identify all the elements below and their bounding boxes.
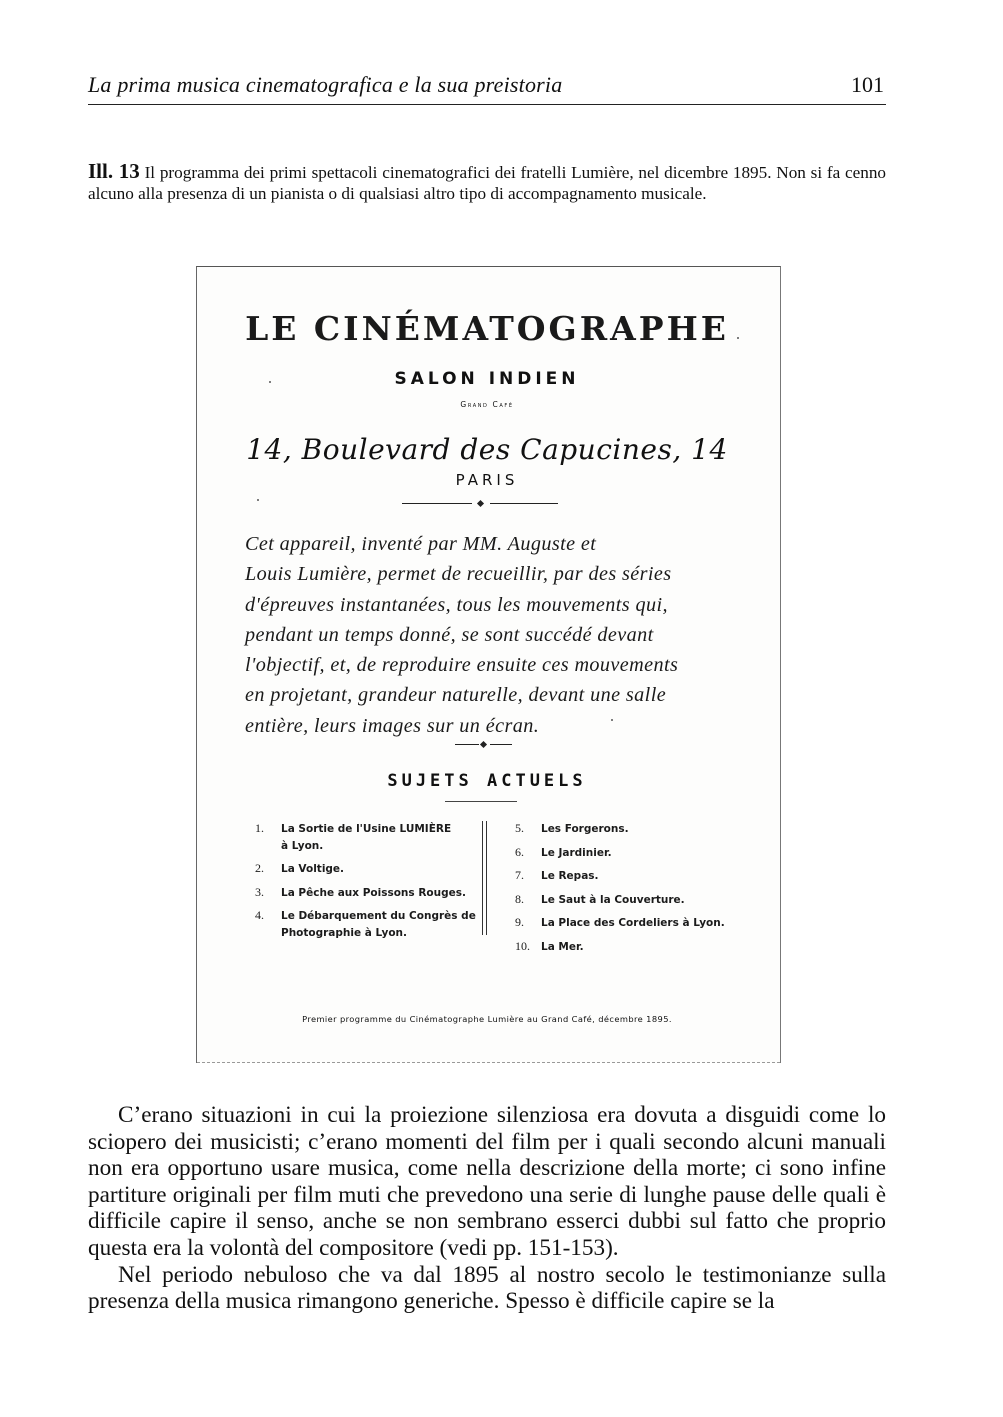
subject-title: La Mer. bbox=[541, 940, 584, 953]
subjects-heading: SUJETS ACTUELS bbox=[387, 771, 587, 791]
subject-item bbox=[515, 817, 725, 841]
subject-item bbox=[515, 888, 725, 912]
subject-title-continued: Photographie à Lyon. bbox=[281, 926, 408, 939]
subject-number: 10. bbox=[515, 938, 530, 953]
running-title: La prima musica cinematografica e la sua preistoria bbox=[88, 72, 563, 97]
caption-label: Ill. 13 bbox=[88, 159, 140, 183]
page-number: 101 bbox=[851, 72, 884, 97]
figure-caption bbox=[88, 161, 886, 204]
subjects-list-left bbox=[255, 817, 476, 945]
subject-number: 2. bbox=[255, 861, 264, 876]
description-line: Cet appareil, inventé par MM. Auguste et bbox=[245, 533, 597, 555]
poster-description bbox=[245, 529, 739, 741]
subjects-list-right bbox=[515, 817, 725, 959]
subject-number: 8. bbox=[515, 891, 524, 906]
subject-item bbox=[515, 841, 725, 865]
description-line: en projetant, grandeur naturelle, devant une salle bbox=[245, 684, 667, 707]
figure-bottom-edge bbox=[197, 1062, 780, 1063]
subject-item bbox=[515, 935, 725, 959]
subject-number: 9. bbox=[515, 915, 524, 930]
subject-number: 4. bbox=[255, 908, 264, 923]
subjects-underline bbox=[445, 801, 517, 802]
body-text bbox=[88, 1102, 886, 1315]
description-line: d'épreuves instantanées, tous les mouvements qui, bbox=[245, 593, 668, 616]
poster-address: 14, Boulevard des Capucines, 14 bbox=[246, 433, 728, 466]
poster-title: LE CINÉMATOGRAPHE bbox=[245, 309, 729, 348]
print-speck bbox=[257, 499, 259, 501]
paragraph: Nel periodo nebuloso che va dal 1895 al nostro secolo le testimonianze sulla presenza della musica rimangono generiche. Spesso è difficile capire se la bbox=[88, 1261, 886, 1315]
subject-item bbox=[515, 911, 725, 935]
subject-title: Le Débarquement du Congrès de bbox=[281, 910, 476, 923]
subject-item bbox=[255, 817, 476, 857]
subject-title: Le Repas. bbox=[541, 870, 599, 883]
subject-number: 7. bbox=[515, 868, 524, 883]
print-speck bbox=[611, 719, 613, 721]
subject-title: La Place des Cordeliers à Lyon. bbox=[541, 917, 725, 930]
subject-number: 5. bbox=[515, 821, 524, 835]
poster-subtitle: SALON INDIEN bbox=[394, 369, 580, 389]
print-speck bbox=[269, 381, 271, 383]
caption-text: Il programma dei primi spettacoli cinematografici dei fratelli Lumière, nel dicembre 1895. Non si fa cenno alcuno alla presenza di un pianista o di qualsiasi altro tipo di accompagnamento musicale. bbox=[88, 163, 887, 203]
subject-number: 3. bbox=[255, 884, 264, 899]
print-speck bbox=[737, 337, 739, 339]
description-line: entière, leurs images sur un écran. bbox=[245, 714, 540, 737]
subject-title: Les Forgerons. bbox=[541, 823, 629, 835]
subject-title-continued: à Lyon. bbox=[281, 839, 324, 852]
description-line: Louis Lumière, permet de recueillir, par des séries bbox=[245, 563, 672, 586]
subject-item bbox=[515, 864, 725, 888]
subject-title: La Voltige. bbox=[281, 863, 345, 876]
poster-venue: Grand Café bbox=[460, 400, 514, 409]
description-line: l'objectif, et, de reproduire ensuite ces mouvements bbox=[245, 654, 679, 677]
poster-figure bbox=[196, 266, 781, 1063]
subject-title: Le Jardinier. bbox=[541, 846, 612, 859]
subject-number: 1. bbox=[255, 821, 264, 835]
poster-city: PARIS bbox=[455, 471, 519, 489]
paragraph: C’erano situazioni in cui la proiezione silenziosa era dovuta a disguidi come lo sciopero dei musicisti; c’erano momenti del film per i quali secondo alcuni manuali non era opportuno usare musica, come nella descrizione della morte; ci sono infine partiture originali per film muti che prevedono una serie di lunghe pause delle quali è difficile capire il senso, anche se non sembrano esserci dubbi sul fatto che proprio questa era la volontà del compositore (vedi pp. 151-153). bbox=[88, 1102, 886, 1261]
subject-title: Le Saut à la Couverture. bbox=[541, 893, 685, 906]
subject-item bbox=[255, 881, 476, 905]
subject-title: La Pêche aux Poissons Rouges. bbox=[281, 886, 466, 899]
running-header bbox=[88, 70, 886, 105]
subject-number: 6. bbox=[515, 844, 524, 859]
description-line: pendant un temps donné, se sont succédé devant bbox=[245, 623, 654, 646]
subject-item bbox=[255, 904, 476, 944]
column-divider bbox=[482, 821, 487, 935]
poster-footnote: Premier programme du Cinématographe Lumière au Grand Café, décembre 1895. bbox=[302, 1014, 672, 1024]
subject-title: La Sortie de l'Usine LUMIÈRE bbox=[281, 823, 452, 835]
subject-item bbox=[255, 857, 476, 881]
